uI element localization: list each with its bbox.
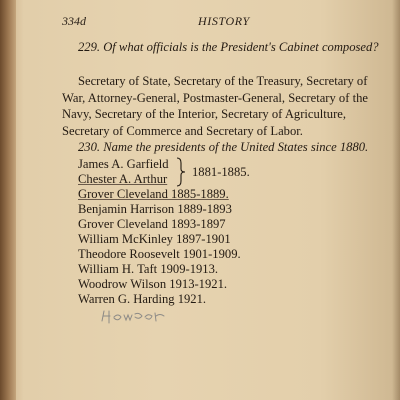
president-item: Benjamin Harrison 1889-1893 bbox=[78, 202, 232, 216]
president-item: Warren G. Harding 1921. bbox=[78, 292, 207, 306]
pencil-handwriting bbox=[100, 305, 170, 329]
page-edge-shadow bbox=[392, 0, 400, 400]
question-230: 230. Name the presidents of the United States since 1880. bbox=[78, 140, 369, 154]
answer-229: Secretary of State, Secretary of the Treasury, Secretary of War, Attorney-General, Postmaster-General, Secretary of the Navy, Secretary of the Interior, Secretary of Agriculture, Secretary of Commerce and Secretary of Labor. bbox=[62, 74, 368, 138]
president-item: Theodore Roosevelt 1901-1909. bbox=[78, 247, 241, 261]
president-item: Woodrow Wilson 1913-1921. bbox=[78, 277, 228, 291]
president-item: Chester A. Arthur bbox=[78, 172, 168, 186]
page-number: 334d bbox=[62, 14, 86, 28]
president-item: Grover Cleveland 1893-1897 bbox=[78, 217, 226, 231]
president-item: William McKinley 1897-1901 bbox=[78, 232, 231, 246]
book-spine bbox=[0, 0, 16, 400]
question-229: 229. Of what officials is the President's Cabinet composed? bbox=[78, 40, 379, 54]
page-header bbox=[62, 14, 372, 30]
president-item: Grover Cleveland 1885-1889. bbox=[78, 187, 229, 201]
running-head: HISTORY bbox=[198, 14, 250, 28]
president-item: William H. Taft 1909-1913. bbox=[78, 262, 219, 276]
curly-brace-icon bbox=[176, 157, 186, 187]
president-item: James A. Garfield bbox=[78, 157, 169, 171]
garfield-arthur-years: 1881-1885. bbox=[192, 165, 250, 179]
